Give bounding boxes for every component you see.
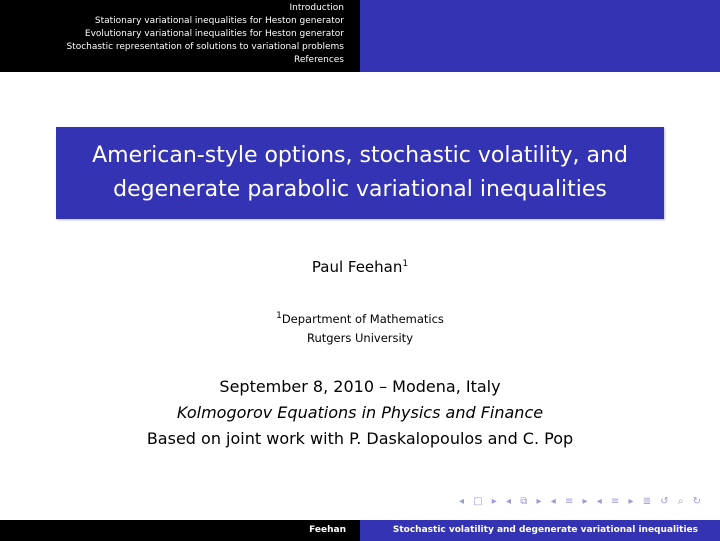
collaboration-note: Based on joint work with P. Daskalopoulos and C. Pop bbox=[146, 429, 574, 448]
section-nav bbox=[66, 2, 344, 67]
section-link-references[interactable]: References bbox=[293, 55, 344, 65]
nav-slide-icon[interactable]: ◂ □ ▸ bbox=[458, 496, 500, 507]
title-block bbox=[56, 127, 664, 219]
footer-bar bbox=[0, 520, 720, 541]
nav-section-icon[interactable]: ◂ ≡ ▸ bbox=[596, 496, 637, 507]
header-bar bbox=[0, 0, 720, 72]
nav-frame-icon[interactable]: ◂ ⧉ ▸ bbox=[506, 496, 545, 507]
nav-subsection-icon[interactable]: ◂ ≡ ▸ bbox=[550, 496, 591, 507]
author-affiliation-mark: 1 bbox=[402, 259, 409, 269]
title-line-1: American-style options, stochastic volatility, and bbox=[92, 143, 628, 168]
date-location: September 8, 2010 – Modena, Italy bbox=[219, 377, 501, 396]
section-link-introduction[interactable]: Introduction bbox=[289, 3, 344, 13]
header-subsection-panel bbox=[360, 0, 720, 72]
footer-author: Feehan bbox=[0, 520, 360, 541]
header-section-panel bbox=[0, 0, 360, 72]
footer-title: Stochastic volatility and degenerate variational inequalities bbox=[360, 520, 720, 541]
section-link-evolutionary[interactable]: Evolutionary variational inequalities for Heston generator bbox=[84, 29, 344, 39]
institute-department: Department of Mathematics bbox=[281, 312, 444, 326]
nav-zoom-icon[interactable]: ≣ bbox=[642, 496, 655, 507]
section-link-stationary[interactable]: Stationary variational inequalities for Heston generator bbox=[94, 16, 344, 26]
nav-search-icon[interactable]: ↺ ⌕ ↻ bbox=[660, 496, 704, 507]
section-link-stochastic-representation[interactable]: Stochastic representation of solutions to variational problems bbox=[66, 42, 344, 52]
institute-block bbox=[0, 310, 720, 348]
author-name: Paul Feehan bbox=[311, 258, 403, 276]
conference-name: Kolmogorov Equations in Physics and Finance bbox=[176, 403, 544, 422]
beamer-navigation bbox=[459, 496, 704, 507]
institute-department-line bbox=[0, 310, 720, 329]
author-line bbox=[0, 258, 720, 276]
date-block bbox=[0, 374, 720, 452]
institute-university: Rutgers University bbox=[306, 331, 414, 345]
title-line-2: degenerate parabolic variational inequalities bbox=[113, 177, 607, 202]
institute-mark: 1 bbox=[276, 311, 282, 322]
